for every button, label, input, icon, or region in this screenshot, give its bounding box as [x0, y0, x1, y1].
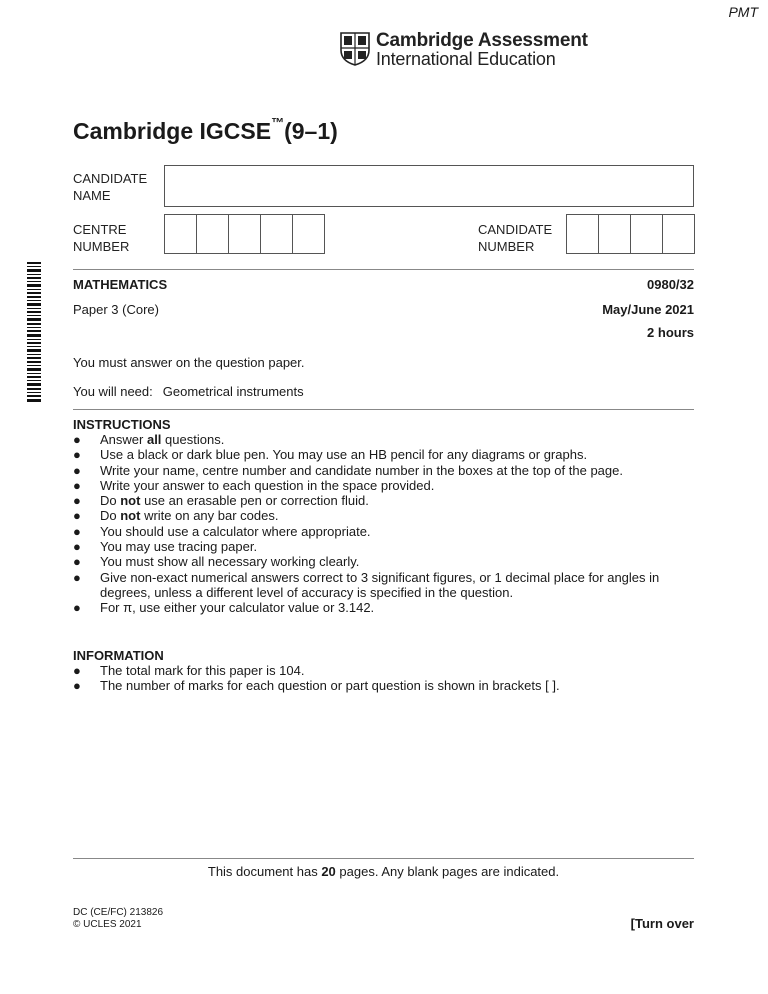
bullet-icon: ● [73, 600, 81, 616]
equipment-line [73, 384, 304, 399]
document-code: DC (CE/FC) 213826 [73, 907, 164, 918]
candidate-number-cell[interactable] [663, 214, 695, 254]
instruction-item: ● For π, use either your calculator value or 3.142. [73, 600, 375, 616]
bullet-icon: ● [73, 432, 81, 447]
centre-number-field[interactable] [164, 214, 325, 254]
instructions-list [73, 432, 673, 616]
instruction-item: ● Write your name, centre number and candidate number in the boxes at the top of the page. [73, 462, 623, 478]
candidate-number-label: CANDIDATE NUMBER [478, 222, 553, 254]
candidate-number-field[interactable] [566, 214, 695, 254]
title-main: Cambridge IGCSE [73, 118, 272, 144]
paper-name: Paper 3 (Core) [73, 302, 159, 317]
bullet-icon: ● [73, 554, 81, 570]
instruction-item: ● You may use tracing paper. [73, 539, 258, 555]
candidate-number-cell[interactable] [631, 214, 663, 254]
divider [73, 858, 694, 859]
bullet-icon: ● [73, 508, 81, 524]
information-item: ● The total mark for this paper is 104. [73, 663, 305, 678]
bullet-icon: ● [73, 462, 81, 478]
candidate-number-cell[interactable] [599, 214, 631, 254]
barcode [27, 262, 41, 402]
bullet-icon: ● [73, 663, 81, 678]
shield-icon [340, 32, 370, 66]
candidate-name-label: CANDIDATE NAME [73, 171, 148, 203]
page-title [73, 115, 338, 145]
bullet-icon: ● [73, 493, 81, 509]
page-count-note: This document has 20 pages. Any blank pages are indicated. [207, 864, 560, 879]
bullet-icon: ● [73, 447, 81, 463]
instruction-item: ● Use a black or dark blue pen. You may use an HB pencil for any diagrams or graphs. [73, 447, 588, 463]
bullet-icon: ● [73, 477, 81, 493]
centre-number-cell[interactable] [293, 214, 325, 254]
information-heading: INFORMATION [73, 648, 164, 663]
answer-instruction: You must answer on the question paper. [73, 355, 305, 370]
turn-over: [Turn over [630, 916, 694, 931]
instructions-heading: INSTRUCTIONS [73, 417, 171, 432]
bullet-icon: ● [73, 539, 81, 555]
divider [73, 409, 694, 410]
candidate-name-field[interactable] [164, 165, 694, 207]
component-code: 0980/32 [647, 277, 694, 292]
cambridge-logo [340, 32, 590, 72]
logo-line-2: International Education [376, 49, 556, 69]
centre-number-cell[interactable] [197, 214, 229, 254]
bullet-icon: ● [73, 678, 81, 694]
trademark: ™ [271, 115, 285, 130]
instruction-item: ● Write your answer to each question in the space provided. [73, 477, 435, 493]
exam-duration: 2 hours [647, 325, 694, 340]
instruction-item: ● You must show all necessary working clearly. [73, 554, 360, 570]
instruction-item: ● Do not use an erasable pen or correction fluid. [73, 493, 369, 509]
information-list [73, 663, 673, 694]
instruction-item: ● Do not write on any bar codes. [73, 508, 279, 524]
title-level: (9–1) [284, 118, 338, 144]
equipment-value: Geometrical instruments [162, 384, 304, 399]
exam-session: May/June 2021 [602, 302, 694, 317]
centre-number-cell[interactable] [261, 214, 293, 254]
instruction-item: ● Answer all questions. [73, 432, 225, 447]
logo-line-1: Cambridge Assessment [376, 30, 588, 51]
information-item: ● The number of marks for each question or part question is shown in brackets [ ]. [73, 678, 560, 694]
instruction-item: ● You should use a calculator where appropriate. [73, 523, 371, 539]
centre-number-cell[interactable] [164, 214, 197, 254]
equipment-label: You will need: [73, 384, 153, 399]
corner-mark: PMT [728, 4, 758, 20]
divider [73, 269, 694, 270]
subject-title: MATHEMATICS [73, 277, 168, 292]
candidate-number-cell[interactable] [566, 214, 599, 254]
bullet-icon: ● [73, 569, 81, 585]
bullet-icon: ● [73, 523, 81, 539]
copyright: © UCLES 2021 [73, 919, 142, 930]
centre-number-cell[interactable] [229, 214, 261, 254]
instruction-item: ● Give non-exact numerical answers correct to 3 significant figures, or 1 decimal place for angles in degrees, unless a different level of accuracy is specified in the question. [73, 569, 660, 600]
centre-number-label: CENTRE NUMBER [73, 222, 130, 254]
